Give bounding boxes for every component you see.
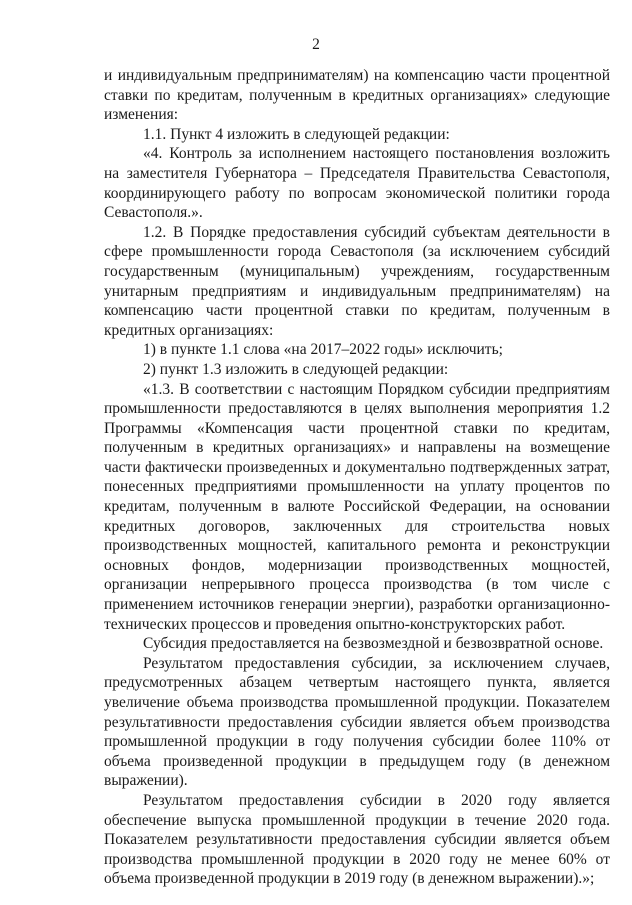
paragraph: «4. Контроль за исполнением настоящего постановления возложить на заместителя Губернатора – Председателя Правительства Севастополя, координирующего работу по вопросам экономической политики города Севастополя.». [104,145,610,222]
paragraph: и индивидуальным предпринимателям) на компенсацию части процентной ставки по кредитам, полученным в кредитных организациях» следующие изменения: [104,67,610,124]
page-number: 2 [312,36,320,53]
paragraph: 1.1. Пункт 4 изложить в следующей редакции: [143,125,450,143]
paragraph: «1.3. В соответствии с настоящим Порядком субсидии предприятиям промышленности предоставляются в целях выполнения мероприятия 1.2 Программы «Компенсация части процентной ставки по кредитам, полученным в кредитных организациях» и направлены на возмещение части фактически произведенных и документально подтвержденных затрат, понесенных предприятиями промышленности на уплату процентов по кредитам, полученным в валюте Российской Федерации, на основании кредитных договоров, заключенных для строительства новых производственных мощностей, капитального ремонта и реконструкции основных фондов, модернизации производственных мощностей, организации непрерывного процесса производства (в том числе с применением источников генерации энергии), разработки организационно-технических процессов и проведения опытно-конструкторских работ. [104,380,610,633]
paragraph: 1.2. В Порядке предоставления субсидий субъектам деятельности в сфере промышленности города Севастополя (за исключением субсидий государственным (муниципальным) учреждениям, государственным унитарным предприятиям и индивидуальным предпринимателям) на компенсацию части процентной ставки по кредитам, полученным в кредитных организациях: [104,223,610,339]
paragraph: 1) в пункте 1.1 слова «на 2017–2022 годы» исключить; [143,341,503,359]
paragraph: Субсидия предоставляется на безвозмездной и безвозвратной основе. [143,635,604,653]
paragraph: 2) пункт 1.3 изложить в следующей редакции: [143,360,449,378]
paragraph: Результатом предоставления субсидии, за исключением случаев, предусмотренных абзацем четвертым настоящего пункта, является увеличение объема производства промышленной продукции. Показателем результативности предоставления субсидии является объем производства промышленной продукции в году получения субсидии более 110% от объема произведенной продукции в предыдущем году (в денежном выражении). [104,654,610,790]
paragraph: Результатом предоставления субсидии в 2020 году является обеспечение выпуска промышленной продукции в течение 2020 года. Показателем результативности предоставления субсидии является объем производства промышленной продукции в 2020 году не менее 60% от объема произведенной продукции в 2019 году (в денежном выражении).»; [104,791,610,888]
document-body [104,66,610,889]
